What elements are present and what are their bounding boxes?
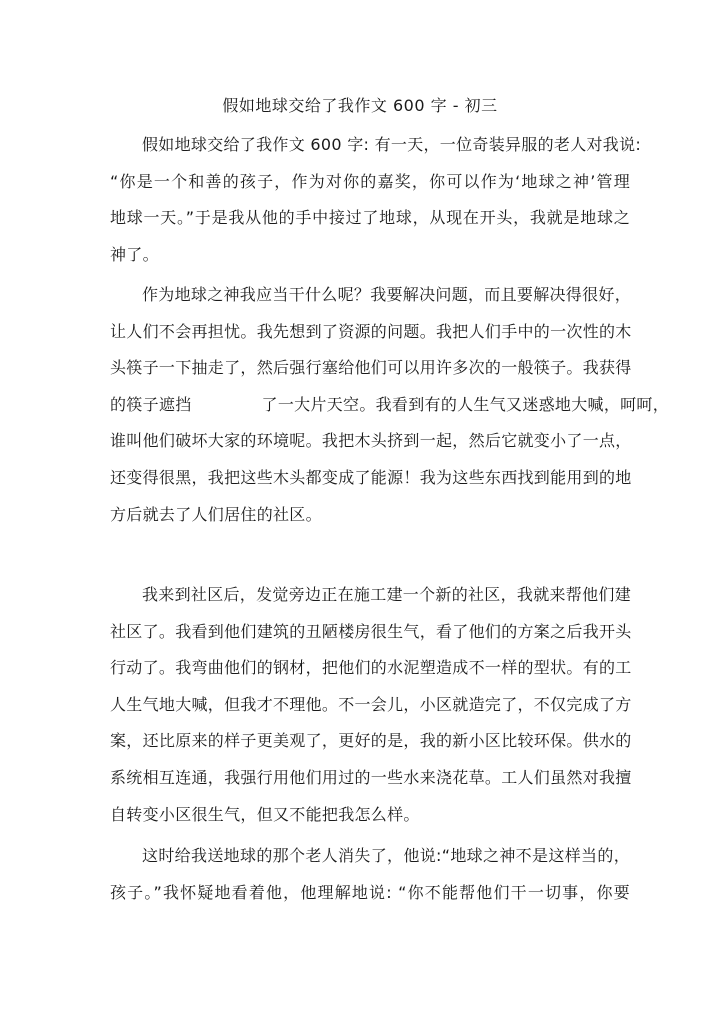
text-line: 案，还比原来的样子更美观了，更好的是，我的新小区比较环保。供水的 xyxy=(110,731,632,751)
paragraph-2 xyxy=(110,277,670,533)
text-line: 让人们不会再担忧。我先想到了资源的问题。我把人们手中的一次性的木 xyxy=(110,321,632,341)
paragraph-4 xyxy=(110,838,630,911)
text-line: 还变得很黑，我把这些木头都变成了能源！我为这些东西找到能用到的地 xyxy=(110,467,632,487)
text-fragment: 的筷子遮挡 xyxy=(110,394,192,414)
text-line: 作为地球之神我应当干什么呢？我要解决问题，而且要解决得很好， xyxy=(142,285,632,304)
text-line: 孩子。”我怀疑地看着他，他理解地说: “你不能帮他们干一切事，你要 xyxy=(110,882,630,902)
text-line: 假如地球交给了我作文 600 字: 有一天，一位奇装异服的老人对我说: xyxy=(142,135,642,154)
paragraph-3 xyxy=(110,577,630,833)
text-line-with-gap xyxy=(110,387,670,424)
text-fragment: 了一大片天空。我看到有的人生气又迷惑地大喊，呵呵， xyxy=(261,394,670,414)
text-line: 这时给我送地球的那个老人消失了，他说:“地球之神不是这样当的， xyxy=(142,846,630,865)
text-line: 头筷子一下抽走了，然后强行塞给他们可以用许多次的一般筷子。我获得 xyxy=(110,358,632,378)
document-title: 假如地球交给了我作文 600 字 - 初三 xyxy=(222,96,498,115)
text-line: 我来到社区后，发觉旁边正在施工建一个新的社区，我就来帮他们建 xyxy=(142,585,632,604)
text-line: “你是一个和善的孩子，作为对你的嘉奖，你可以作为‘地球之神’管理 xyxy=(110,171,630,191)
text-line: 神了。 xyxy=(110,244,159,264)
text-line: 方后就去了人们居住的社区。 xyxy=(110,504,322,524)
text-line: 系统相互连通，我强行用他们用过的一些水来浇花草。工人们虽然对我擅 xyxy=(110,767,632,787)
text-line: 行动了。我弯曲他们的钢材，把他们的水泥塑造成不一样的型状。有的工 xyxy=(110,658,632,678)
paragraph-1 xyxy=(110,127,642,273)
text-line: 人生气地大喊，但我才不理他。不一会儿，小区就造完了，不仅完成了方 xyxy=(110,694,632,714)
text-line: 自转变小区很生气，但又不能把我怎么样。 xyxy=(110,804,420,824)
text-line: 社区了。我看到他们建筑的丑陋楼房很生气，看了他们的方案之后我开头 xyxy=(110,621,632,641)
text-line: 谁叫他们破坏大家的环境呢。我把木头挤到一起，然后它就变小了一点， xyxy=(110,431,632,451)
text-line: 地球一天。”于是我从他的手中接过了地球，从现在开头，我就是地球之 xyxy=(110,208,630,228)
